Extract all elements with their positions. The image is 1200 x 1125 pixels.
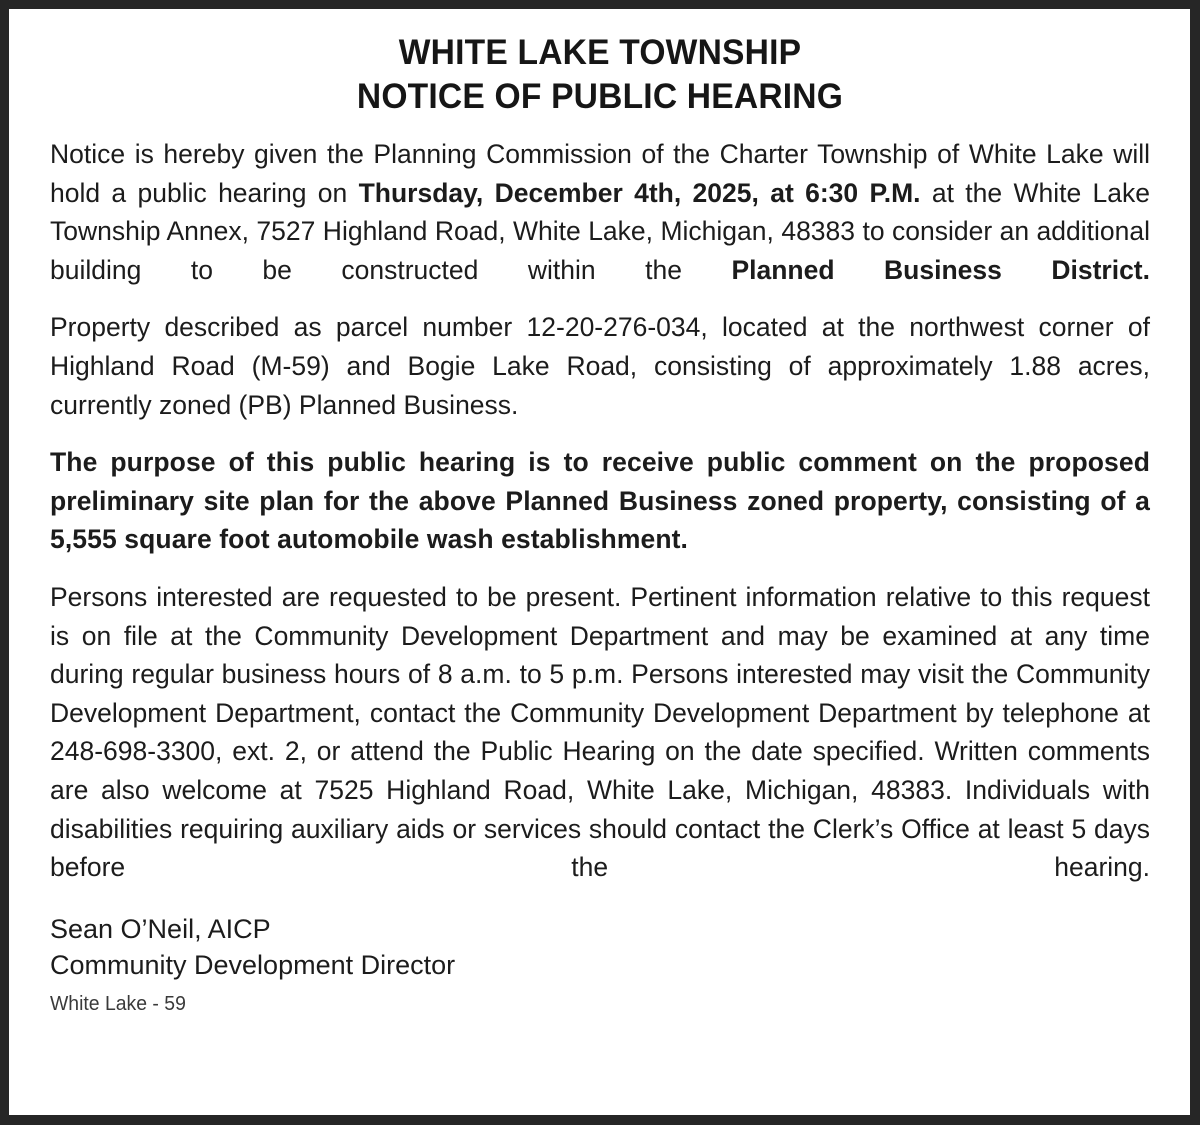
paragraph-participation-info (50, 578, 1150, 887)
p4-text: Persons interested are requested to be present. Pertinent information relative to this request is on file at the Community Development Department and may be examined at any time during regular business hours of 8 a.m. to 5 p.m. Persons interested may visit the Community Development Department, contact the Community Development Department by telephone at 248-698-3300, ext. 2, or attend the Public Hearing on the date specified. Written comments are also welcome at 7525 Highland Road, White Lake, Michigan, 48383. Individuals with disabilities requiring auxiliary aids or services should contact the Clerk’s Office at least 5 days before the hearing. (50, 581, 1150, 883)
p1-segment-2: at the White Lake Township Annex, 7527 Highland Road, White Lake, Michigan, 48383 to consider an additional building to be constructed within the (50, 177, 1150, 285)
p2-text: Property described as parcel number 12-20-276-034, located at the northwest corner of Highland Road (M-59) and Bogie Lake Road, consisting of approximately 1.88 acres, currently zoned (PB) Planned Business. (50, 312, 1150, 420)
p1-segment-1: Notice is hereby given the Planning Commission of the Charter Township of White Lake will hold a public hearing on (50, 139, 1150, 208)
p3-text: The purpose of this public hearing is to receive public comment on the proposed preliminary site plan for the above Planned Business zoned property, consisting of a 5,555 square foot automobile wash establishment. (50, 447, 1150, 555)
signature-title: Community Development Director (50, 949, 456, 980)
title-line-notice: NOTICE OF PUBLIC HEARING (356, 77, 844, 116)
p1-bold-district: Planned Business District. (731, 254, 1150, 285)
page-title (72, 31, 1128, 119)
paragraph-property-description (50, 308, 1150, 424)
paragraph-hearing-purpose (50, 443, 1150, 559)
publication-slug: White Lake - 59 (50, 992, 186, 1015)
title-line-township: WHITE LAKE TOWNSHIP (398, 33, 802, 72)
signature-block (50, 911, 1150, 983)
signature-name: Sean O’Neil, AICP (50, 913, 271, 944)
paragraph-hearing-details (50, 135, 1150, 289)
notice-content (9, 9, 1190, 1115)
notice-body (50, 135, 1150, 887)
p1-bold-datetime: Thursday, December 4th, 2025, at 6:30 P.M. (358, 177, 921, 208)
